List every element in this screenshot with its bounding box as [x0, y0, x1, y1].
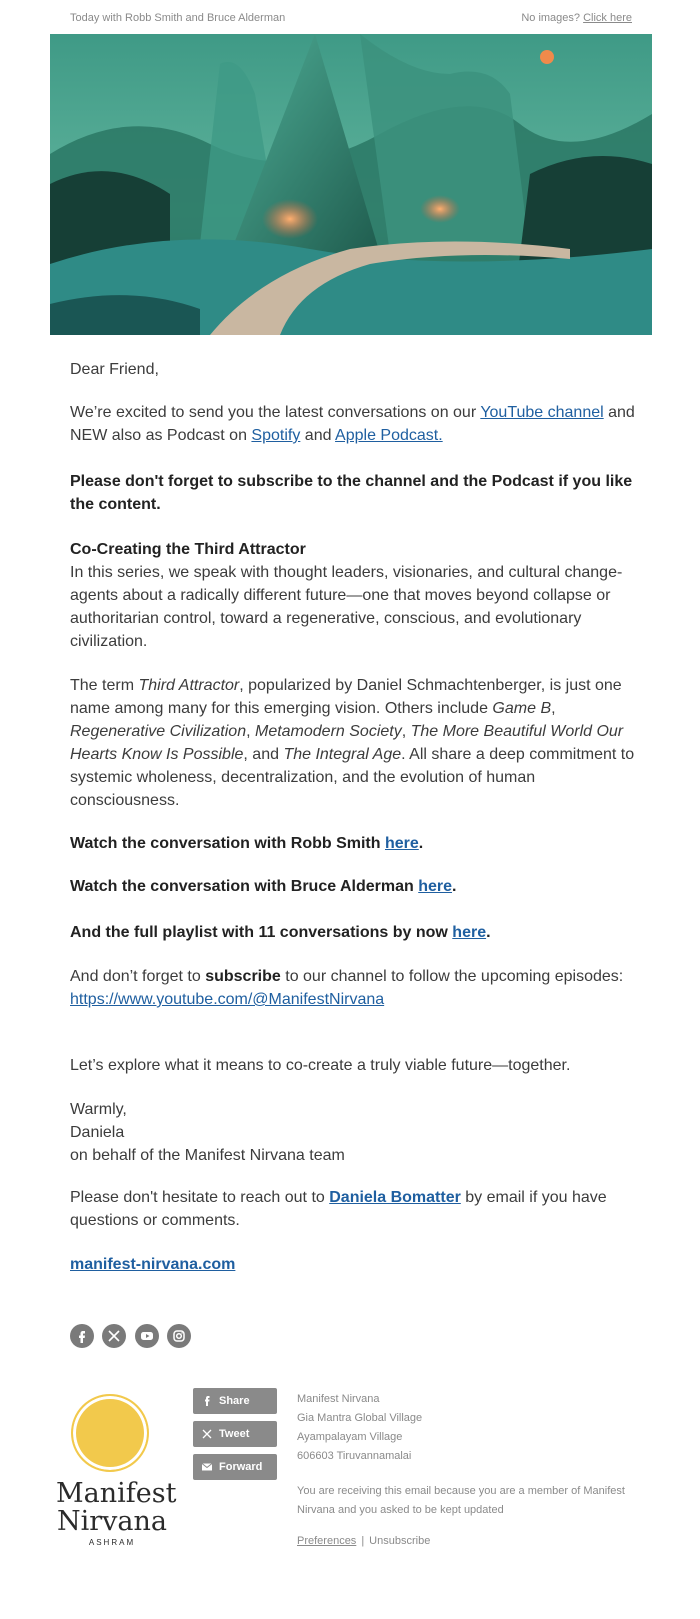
term-italic: Game B — [492, 700, 552, 717]
term-text: , — [246, 723, 255, 740]
term-text: , and — [243, 746, 284, 763]
manifest-nirvana-logo — [56, 1392, 177, 1547]
term-italic: The More Beautiful World Our Hearts Know Is Possible — [70, 723, 624, 763]
share-button-label: Share — [219, 1395, 250, 1407]
playlist-end: . — [486, 924, 491, 941]
playlist-text: And the full playlist with 11 conversations by now — [70, 924, 453, 941]
reach-text-1: Please don't hesitate to reach out to — [70, 1189, 330, 1206]
forward-button[interactable] — [193, 1454, 277, 1480]
forward-button-label: Forward — [219, 1461, 263, 1473]
youtube-url-link[interactable]: https://www.youtube.com/@ManifestNirvana — [70, 991, 385, 1008]
series-section — [70, 538, 640, 653]
watch-robb-text: Watch the conversation with Robb Smith — [70, 835, 385, 852]
daniela-email-link[interactable]: Daniela Bomatter — [329, 1189, 461, 1206]
x-icon — [201, 1428, 213, 1440]
signoff-name: Daniela — [70, 1124, 125, 1141]
playlist-here-link[interactable]: here — [452, 924, 487, 941]
facebook-icon[interactable] — [70, 1324, 94, 1348]
reach-text-2: by email if you have questions or comments. — [70, 1189, 607, 1229]
term-italic: Metamodern Society — [254, 723, 402, 740]
intro-text-2: and NEW also as Podcast on — [70, 404, 635, 444]
series-description: In this series, we speak with thought leaders, visionaries, and cultural change-agents about a radically different future—one that moves beyond collapse or authoritarian control, toward a regenerative, conscious, and evolutionary civilization. — [70, 564, 623, 650]
membership-notice: You are receiving this email because you are a member of Manifest Nirvana and you asked to be kept updated — [297, 1485, 625, 1516]
address-line: 606603 Tiruvannamalai — [297, 1450, 412, 1462]
site-paragraph — [70, 1253, 640, 1276]
watch-bruce-text: Watch the conversation with Bruce Alderman — [70, 878, 419, 895]
no-images-notice — [521, 12, 632, 24]
youtube-icon[interactable] — [135, 1324, 159, 1348]
reminder-bold: subscribe — [205, 968, 281, 985]
robb-here-link[interactable]: here — [384, 835, 419, 852]
instagram-icon[interactable] — [167, 1324, 191, 1348]
term-italic: The Integral Age — [283, 746, 402, 763]
spotify-link[interactable]: Spotify — [251, 427, 301, 444]
hero-image — [50, 34, 652, 335]
series-title: Co-Creating the Third Attractor — [70, 541, 306, 558]
logo-line-3: ASHRAM — [88, 1538, 136, 1547]
address-line: Ayampalayam Village — [297, 1431, 403, 1443]
tweet-button-label: Tweet — [219, 1428, 250, 1440]
reminder-text-2: to our channel to follow the upcoming episodes: — [280, 968, 624, 985]
address-line: Manifest Nirvana — [297, 1393, 380, 1405]
x-icon[interactable] — [102, 1324, 126, 1348]
click-here-link[interactable]: Click here — [583, 12, 632, 24]
term-paragraph — [70, 674, 640, 812]
term-italic: Third Attractor — [138, 677, 240, 694]
logo-line-1: Manifest — [56, 1478, 177, 1509]
term-italic: Regenerative Civilization — [70, 723, 247, 740]
watch-bruce-line — [70, 875, 640, 898]
subscribe-note: Please don't forget to subscribe to the channel and the Podcast if you like the content. — [70, 473, 633, 513]
signoff-team: on behalf of the Manifest Nirvana team — [70, 1147, 345, 1164]
subscribe-reminder-text — [70, 965, 640, 988]
youtube-channel-link[interactable]: YouTube channel — [480, 404, 604, 421]
watch-robb-end: . — [418, 835, 424, 852]
address-line: Gia Mantra Global Village — [297, 1412, 423, 1424]
logo-line-2: Nirvana — [56, 1506, 167, 1537]
watch-robb-line — [70, 832, 640, 855]
envelope-icon — [201, 1461, 213, 1473]
preheader — [70, 12, 632, 28]
term-text: , — [551, 700, 556, 717]
no-images-label: No images? — [521, 12, 581, 24]
playlist-line — [70, 921, 640, 944]
unsubscribe-link[interactable]: Unsubscribe — [369, 1535, 431, 1547]
term-text: . All share a deep commitment to systemic wholeness, decentralization, and the evolution of human consciousness. — [70, 746, 635, 809]
preheader-text: Today with Robb Smith and Bruce Alderman — [70, 12, 286, 24]
bruce-here-link[interactable]: here — [418, 878, 453, 895]
intro-text-1: We’re excited to send you the latest conversations on our — [70, 404, 481, 421]
intro-text-3: and — [300, 427, 336, 444]
share-button[interactable] — [193, 1388, 277, 1414]
apple-podcast-link[interactable]: Apple Podcast. — [335, 427, 443, 444]
facebook-icon — [201, 1395, 213, 1407]
greeting: Dear Friend, — [70, 361, 159, 378]
website-link[interactable]: manifest-nirvana.com — [70, 1256, 236, 1273]
intro-paragraph — [70, 401, 640, 447]
term-text: , — [401, 723, 411, 740]
reach-out-paragraph — [70, 1186, 640, 1232]
subscribe-reminder — [70, 965, 640, 1011]
signoff — [70, 1098, 640, 1167]
hero-landscape-image — [50, 34, 652, 335]
postal-address — [297, 1390, 647, 1466]
tweet-button[interactable] — [193, 1421, 277, 1447]
preferences-link[interactable]: Preferences — [297, 1535, 357, 1547]
footer-separator: | — [361, 1535, 365, 1547]
term-text: , popularized by Daniel Schmachtenberger, is just one name among many for this emerging vision. Others include — [70, 677, 622, 717]
explore-line: Let’s explore what it means to co-create a truly viable future—together. — [70, 1057, 571, 1074]
share-buttons — [193, 1388, 277, 1487]
term-text: The term — [70, 677, 139, 694]
reminder-text-1: And don’t forget to — [70, 968, 206, 985]
signoff-warmly: Warmly, — [70, 1101, 127, 1118]
watch-bruce-end: . — [452, 878, 457, 895]
footer-links — [297, 1535, 430, 1547]
social-icons — [70, 1324, 195, 1348]
sun-icon — [71, 1394, 149, 1472]
